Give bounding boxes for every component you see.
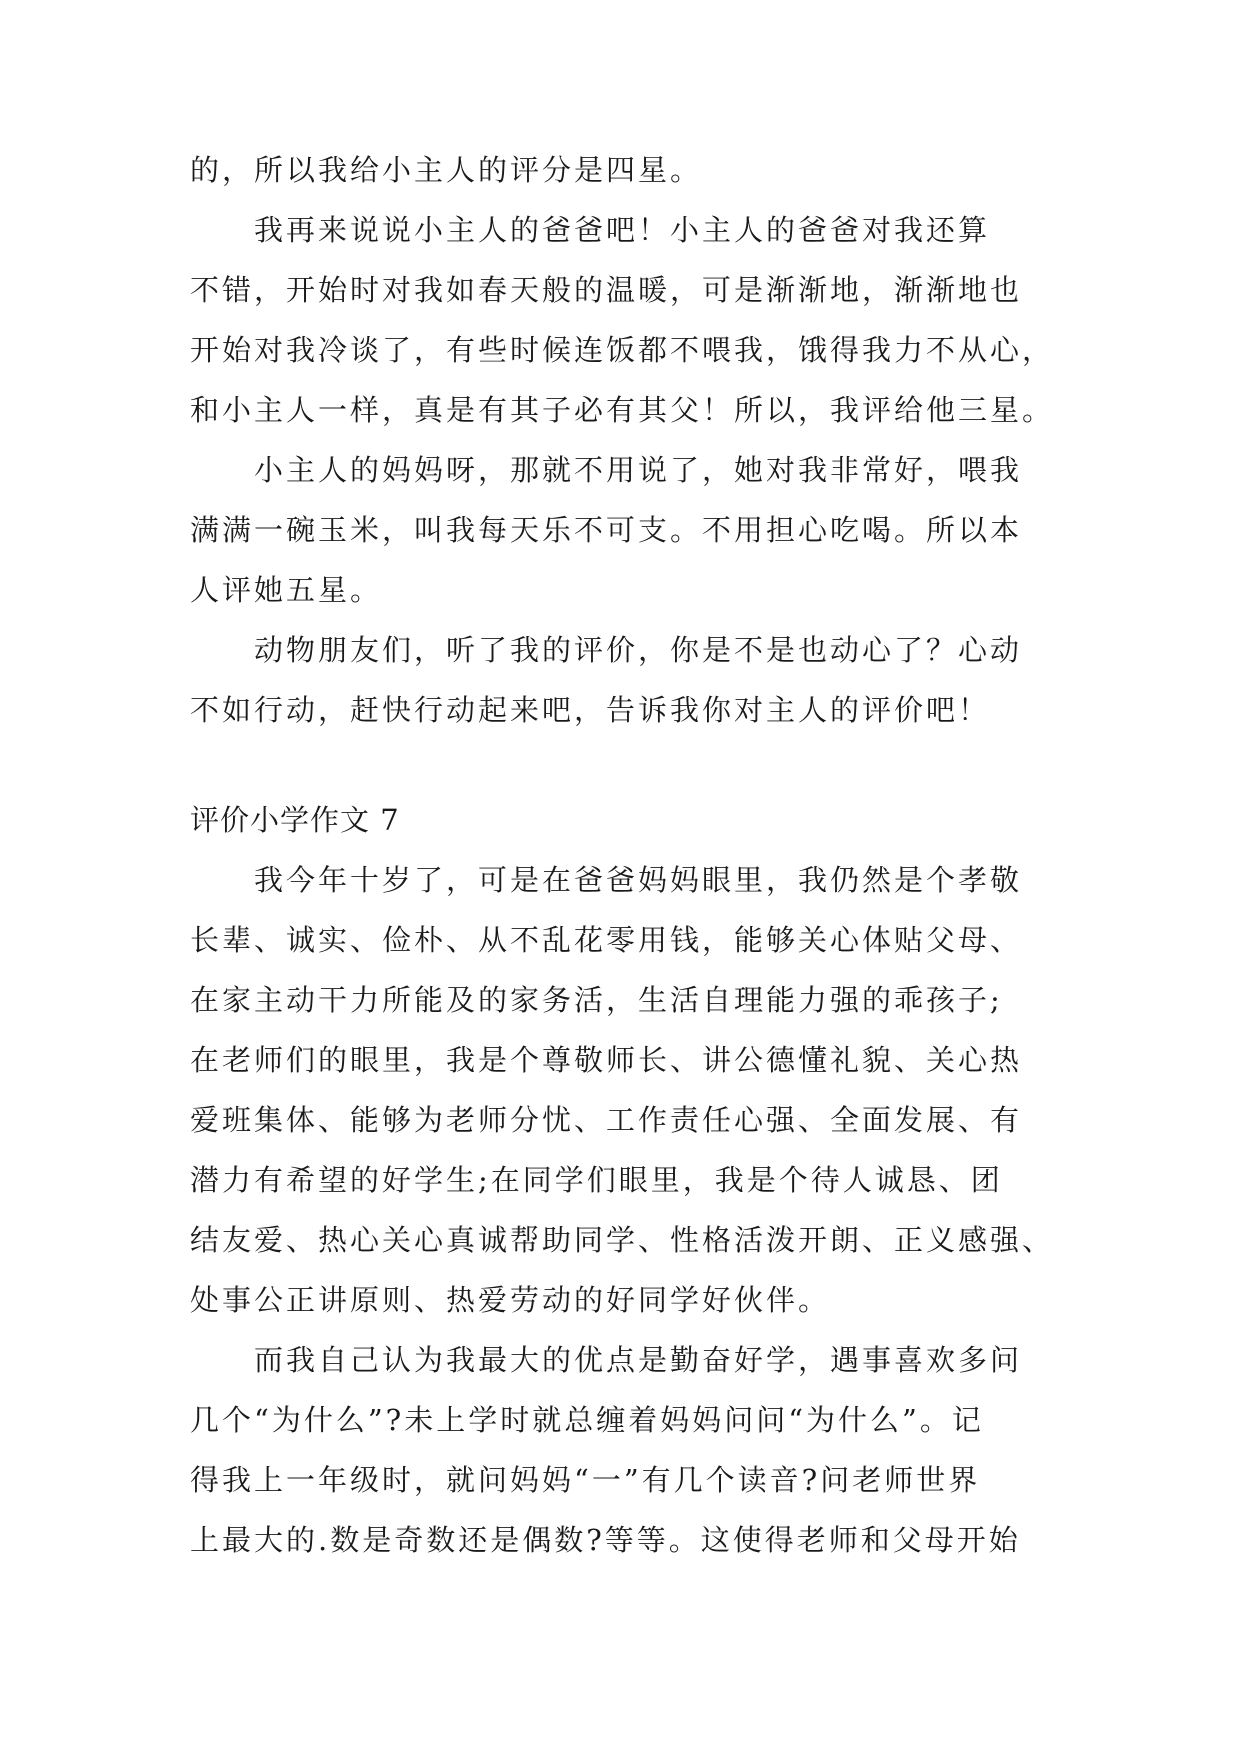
paragraph-line: 而我自己认为我最大的优点是勤奋好学，遇事喜欢多问 [254, 1343, 1023, 1377]
paragraph-line: 人评她五星。 [190, 573, 383, 607]
paragraph-line: 和小主人一样，真是有其子必有其父！所以，我评给他三星。 [190, 393, 1055, 427]
paragraph-line: 结友爱、热心关心真诚帮助同学、性格活泼开朗、正义感强、 [190, 1223, 1055, 1257]
paragraph-line: 我今年十岁了，可是在爸爸妈妈眼里，我仍然是个孝敬 [254, 863, 1023, 897]
paragraph-line: 动物朋友们，听了我的评价，你是不是也动心了？心动 [254, 633, 1023, 667]
paragraph-line: 在老师们的眼里，我是个尊敬师长、讲公德懂礼貌、关心热 [190, 1043, 1023, 1077]
section-heading: 评价小学作文 7 [190, 803, 400, 837]
paragraph-line: 得我上一年级时，就问妈妈“一”有几个读音?问老师世界 [190, 1463, 981, 1497]
paragraph-line: 在家主动干力所能及的家务活，生活自理能力强的乖孩子; [190, 983, 1003, 1017]
paragraph-line: 满满一碗玉米，叫我每天乐不可支。不用担心吃喝。所以本 [190, 513, 1023, 547]
paragraph-line: 开始对我冷谈了，有些时候连饭都不喂我，饿得我力不从心， [190, 333, 1055, 367]
paragraph-line: 上最大的.数是奇数还是偶数?等等。这使得老师和父母开始 [190, 1523, 1021, 1557]
paragraph-line: 几个“为什么”?未上学时就总缠着妈妈问问“为什么”。记 [190, 1403, 984, 1437]
paragraph-line: 不如行动，赶快行动起来吧，告诉我你对主人的评价吧！ [190, 693, 991, 727]
paragraph-line: 的，所以我给小主人的评分是四星。 [190, 153, 703, 187]
paragraph-line: 爱班集体、能够为老师分忧、工作责任心强、全面发展、有 [190, 1103, 1023, 1137]
paragraph-line: 长辈、诚实、俭朴、从不乱花零用钱，能够关心体贴父母、 [190, 923, 1023, 957]
paragraph-line: 处事公正讲原则、热爱劳动的好同学好伙伴。 [190, 1283, 831, 1317]
paragraph-line: 潜力有希望的好学生;在同学们眼里，我是个待人诚恳、团 [190, 1163, 1003, 1197]
paragraph-line: 我再来说说小主人的爸爸吧！小主人的爸爸对我还算 [254, 213, 991, 247]
paragraph-line: 不错，开始时对我如春天般的温暖，可是渐渐地，渐渐地也 [190, 273, 1023, 307]
paragraph-line: 小主人的妈妈呀，那就不用说了，她对我非常好，喂我 [254, 453, 1023, 487]
